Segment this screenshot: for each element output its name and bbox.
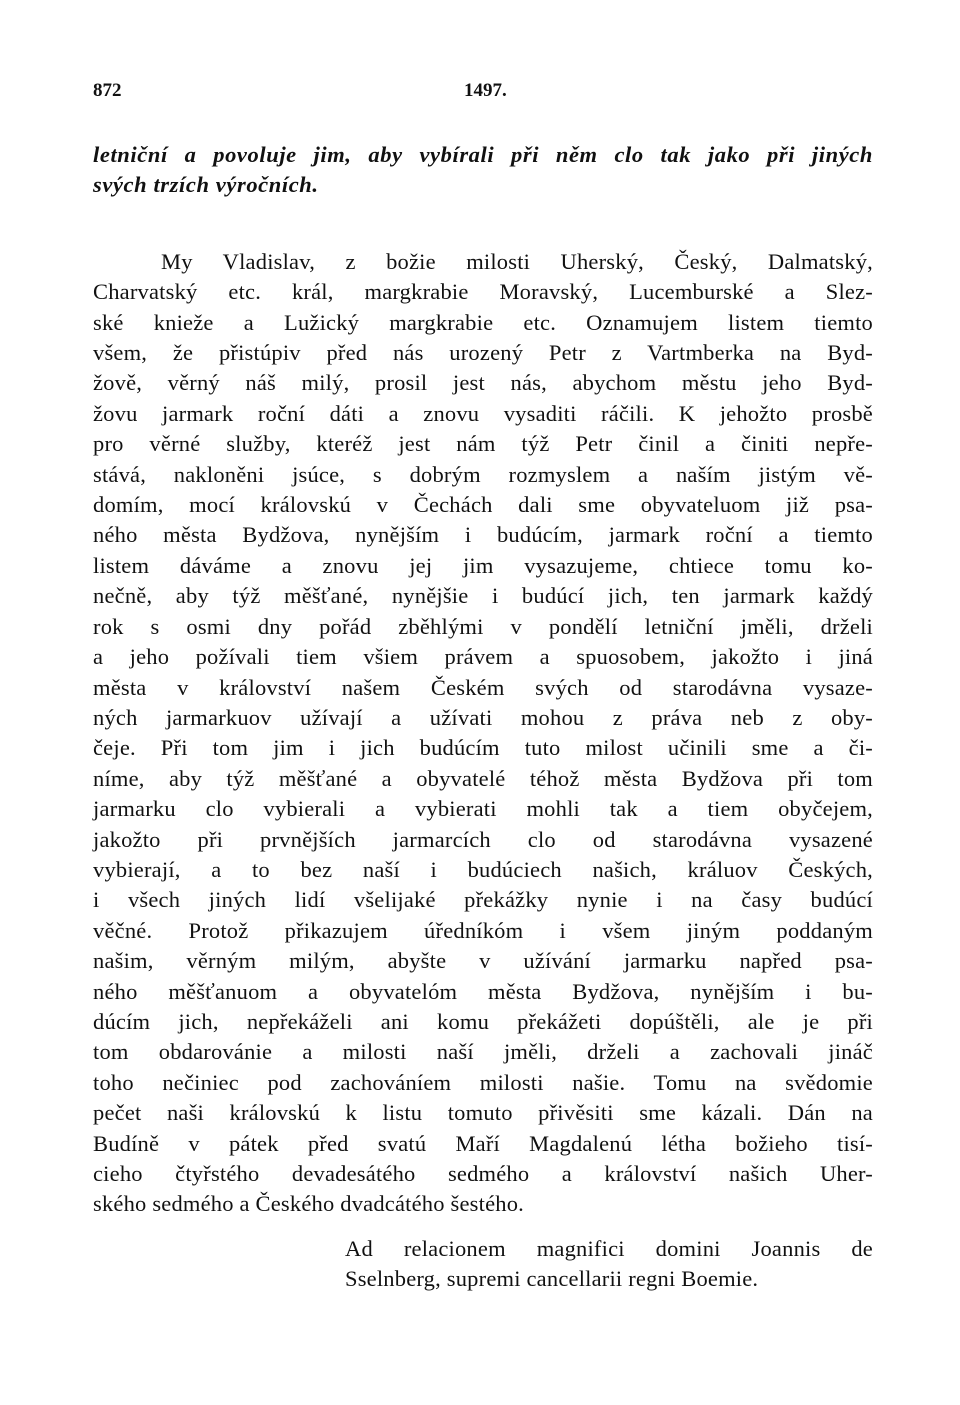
body-line: domím, mocí královskú v Čechách dali sme obyvateluom již psa- xyxy=(93,492,873,518)
running-header xyxy=(93,80,873,110)
body-line: města v království našem Českém svých od starodávna vysaze- xyxy=(93,674,873,700)
intro-line: letniční a povoluje jim, aby vybírali při něm clo tak jako při jiných xyxy=(93,142,873,167)
body-line: rok s osmi dny pořád zběhlými v pondělí letniční jměli, drželi xyxy=(93,613,873,639)
chancery-note xyxy=(345,1234,873,1295)
body-line: toho nečiniec pod zachováníem milosti našie. Tomu na svědomie xyxy=(93,1069,873,1095)
page-number: 872 xyxy=(93,80,122,101)
charter-text xyxy=(93,247,873,1220)
body-line: nečně, aby týž měšťané, nynějšie i budúcí jich, ten jarmark každý xyxy=(93,583,873,609)
body-line: dúcím jich, nepřekáželi ani komu překážeti dopúštěli, ale je při xyxy=(93,1008,873,1034)
body-line: i všech jiných lidí všelijaké překážky nynie i na časy budúcí xyxy=(93,887,873,913)
body-line: listem dáváme a znovu jej jim vysazujeme, chtiece tomu ko- xyxy=(93,552,873,578)
body-line: ného měšťanuom a obyvatelóm města Bydžova, nynějším i bu- xyxy=(93,978,873,1004)
body-line: vybierají, a to bez naší i budúciech našich, králuov Českých, xyxy=(93,856,873,882)
body-line: ných jarmarkuov užívají a užívati mohou z práva neb z oby- xyxy=(93,704,873,730)
body-line: My Vladislav, z božie milosti Uherský, Český, Dalmatský, xyxy=(161,248,873,274)
body-line: jakožto při prvnějších jarmarcích clo od starodávna vysazené xyxy=(93,826,873,852)
body-line: pro věrné služby, kteréž jest nám týž Petr činil a činiti nepře- xyxy=(93,431,873,457)
page-content xyxy=(93,140,873,1295)
body-line: žově, věrný náš milý, prosil jest nás, abychom městu jeho Byd- xyxy=(93,370,873,396)
body-line: a jeho požívali tiem všiem právem a spuosobem, jakožto i jiná xyxy=(93,644,873,670)
body-line: všem, že přistúpiv před nás urozený Petr z Vartmberka na Byd- xyxy=(93,340,873,366)
body-line: ského sedmého a Českého dvadcátého šestého. xyxy=(93,1191,524,1217)
body-line: tom obdarovánie a milosti naší jměli, drželi a zachovali jináč xyxy=(93,1039,873,1065)
chancery-note-line: Sselnberg, supremi cancellarii regni Boemie. xyxy=(345,1266,759,1292)
intro-paragraph xyxy=(93,140,873,201)
body-line: jarmarku clo vybierali a vybierati mohli tak a tiem obyčejem, xyxy=(93,796,873,822)
intro-line: svých trzích výročních. xyxy=(93,172,319,198)
running-header-year: 1497. xyxy=(464,80,507,101)
body-line: žovu jarmark roční dáti a znovu vysaditi ráčili. K jehožto prosbě xyxy=(93,400,873,426)
body-line: čeje. Při tom jim i jich budúcím tuto milost učinili sme a či- xyxy=(93,735,873,761)
body-line: stává, nakloněni jsúce, s dobrým rozmyslem a naším jistým vě- xyxy=(93,461,873,487)
body-line: Charvatský etc. král, margkrabie Moravský, Lucemburské a Slez- xyxy=(93,279,873,305)
body-line: cieho čtyřstého devadesátého sedmého a království našich Uher- xyxy=(93,1161,873,1186)
body-line: věčné. Protož přikazujem úředníkóm i všem jiným poddaným xyxy=(93,917,873,943)
body-line: ské knieže a Lužický margkrabie etc. Oznamujem listem tiemto xyxy=(93,309,873,335)
chancery-note-line: Ad relacionem magnifici domini Joannis de xyxy=(345,1235,873,1261)
body-line: ného města Bydžova, nynějším i budúcím, jarmark roční a tiemto xyxy=(93,522,873,548)
body-line: našim, věrným milým, abyšte v užívání jarmarku napřed psa- xyxy=(93,948,873,974)
body-line: níme, aby týž měšťané a obyvatelé téhož města Bydžova při tom xyxy=(93,765,873,791)
body-line: Budíně v pátek před svatú Maří Magdalenú létha božieho tisí- xyxy=(93,1130,873,1156)
body-line: pečet naši královskú k listu tomuto přivěsiti sme kázali. Dán na xyxy=(93,1100,873,1126)
